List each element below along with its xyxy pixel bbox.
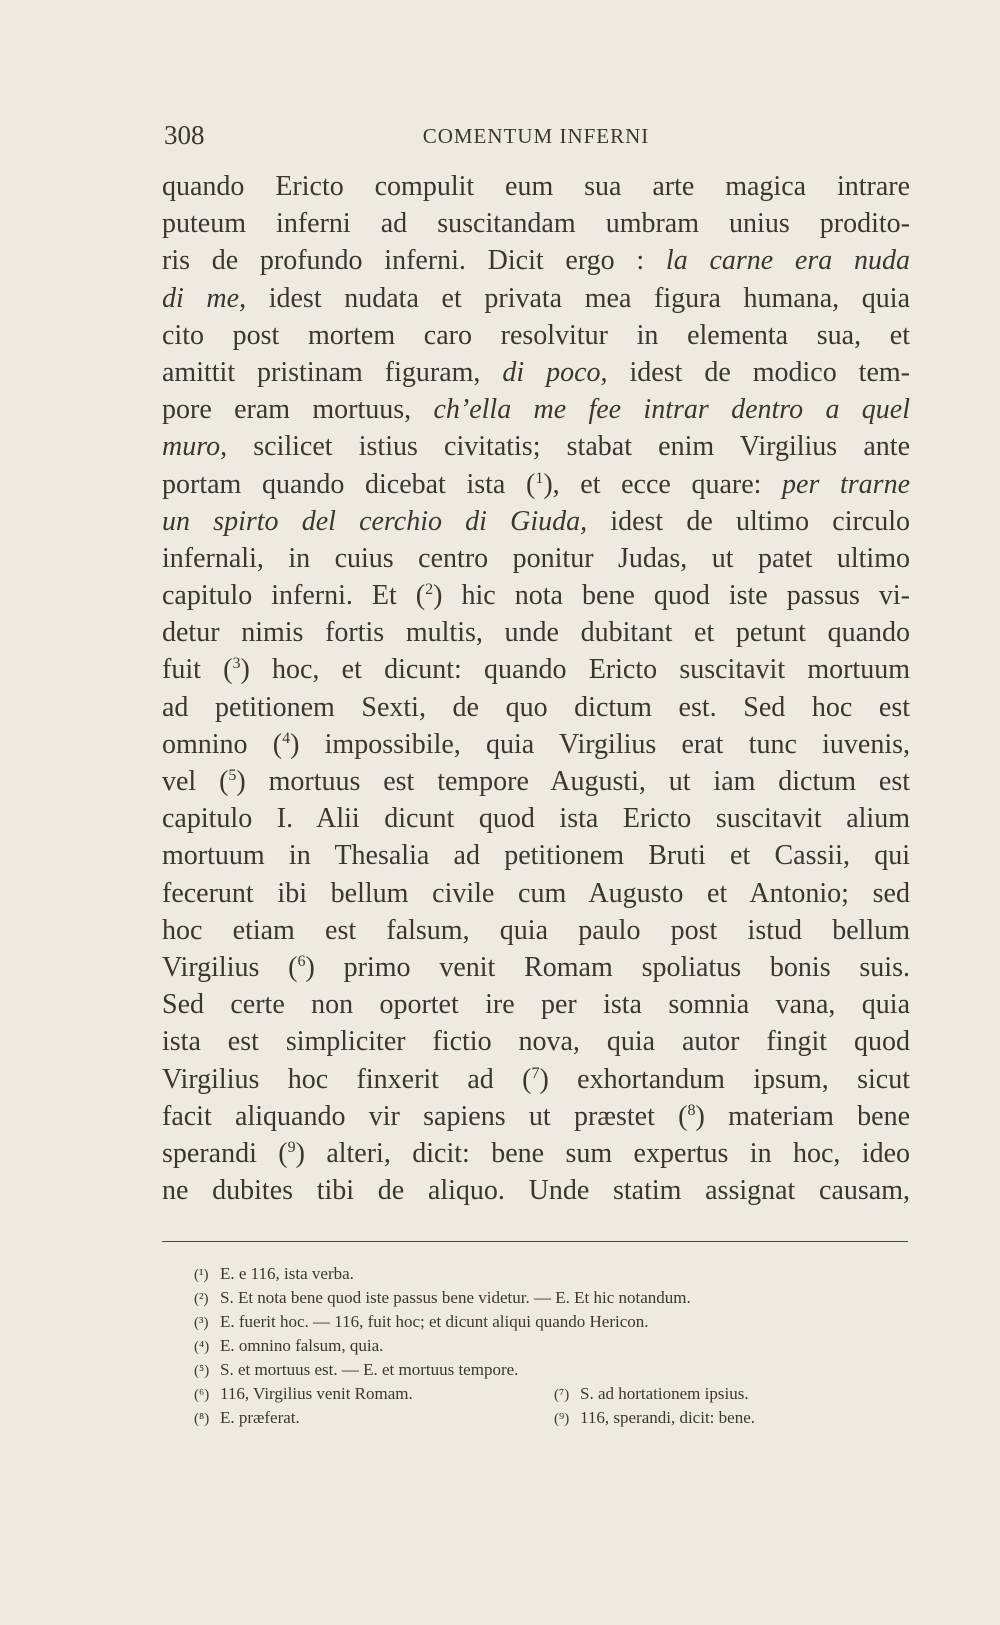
page-number: 308 bbox=[164, 120, 205, 150]
running-title: COMENTUM INFERNI bbox=[422, 124, 650, 148]
text-line: detur nimis fortis multis, unde dubitant et petunt quando bbox=[162, 617, 910, 649]
footnote-ref[interactable]: 2 bbox=[425, 581, 434, 599]
footnote: (⁴) E. omnino falsum, quia. bbox=[194, 1336, 384, 1355]
text-line: hoc etiam est falsum, quia paulo post istud bellum bbox=[162, 914, 910, 946]
text-line: portam quando dicebat ista ($^1$), et ecce quare: per trarne bbox=[162, 468, 911, 500]
text-line: un spirto del cerchio di Giuda, idest de ultimo circulo bbox=[162, 505, 911, 537]
footnote: (³) E. fuerit hoc. — 116, fuit hoc; et dicunt aliqui quando Hericon. bbox=[194, 1312, 649, 1331]
text-line: Sed certe non oportet ire per ista somnia vana, quia bbox=[162, 989, 910, 1021]
footnote-ref[interactable]: 4 bbox=[282, 729, 291, 747]
text-line: fecerunt ibi bellum civile cum Augusto et Antonio; sed bbox=[162, 877, 910, 909]
text-line: Virgilius hoc finxerit ad ($^7$) exhortandum ipsum, sicut bbox=[162, 1063, 910, 1095]
footnote: (⁸) E. præferat. bbox=[194, 1408, 300, 1427]
footnote-ref[interactable]: 5 bbox=[228, 767, 237, 784]
text-line: facit aliquando vir sapiens ut præstet ($^8$) materiam bene bbox=[162, 1100, 911, 1132]
footnote-ref[interactable]: 9 bbox=[287, 1138, 296, 1156]
text-line: omnino ($^4$) impossibile, quia Virgilius erat tunc iuvenis, bbox=[162, 728, 910, 760]
footnote-row bbox=[194, 1406, 914, 1430]
text-line: amittit pristinam figuram, di poco, idest de modico tem- bbox=[162, 356, 910, 388]
text-line: capitulo inferni. Et ($^2$) hic nota bene quod iste passus vi- bbox=[162, 580, 910, 612]
footnote-ref[interactable]: 7 bbox=[531, 1064, 540, 1082]
footnote-divider bbox=[162, 1241, 908, 1242]
footnote-ref[interactable]: 8 bbox=[687, 1101, 696, 1119]
text-line: sperandi ($^9$) alteri, dicit: bene sum expertus in hoc, ideo bbox=[162, 1137, 911, 1169]
footnote-ref[interactable]: 3 bbox=[232, 655, 241, 673]
footnote: (⁹) 116, sperandi, dicit: bene. bbox=[554, 1408, 755, 1427]
text-line: quando Ericto compulit eum sua arte magica intrare bbox=[162, 171, 910, 202]
page-header bbox=[164, 120, 908, 160]
text-line: puteum inferni ad suscitandam umbram unius prodito- bbox=[162, 208, 910, 240]
footnotes bbox=[194, 1262, 914, 1430]
text-line: pore eram mortuus, ch’ella me fee intrar dentro a quel bbox=[162, 394, 910, 426]
text-line: mortuum in Thesalia ad petitionem Bruti et Cassii, qui bbox=[162, 840, 910, 872]
body-text bbox=[162, 168, 910, 1209]
footnote: (¹) E. e 116, ista verba. bbox=[194, 1264, 354, 1283]
text-line: ris de profundo inferni. Dicit ergo : la carne era nuda bbox=[162, 245, 910, 277]
text-line: fuit ($^3$) hoc, et dicunt: quando Ericto suscitavit mortuum bbox=[162, 654, 910, 686]
text-line: ista est simpliciter fictio nova, quia autor fingit quod bbox=[162, 1026, 910, 1058]
text-line: Virgilius ($^6$) primo venit Romam spoliatus bonis suis. bbox=[162, 951, 910, 983]
text-line: vel ($^5$) mortuus est tempore Augusti, ut iam dictum est bbox=[162, 766, 911, 797]
text-line: capitulo I. Alii dicunt quod ista Ericto suscitavit alium bbox=[162, 803, 910, 835]
text-line: di me, idest nudata et privata mea figura humana, quia bbox=[162, 282, 910, 314]
footnote: (²) S. Et nota bene quod iste passus bene videtur. — E. Et hic notandum. bbox=[194, 1288, 691, 1307]
text-line: muro, scilicet istius civitatis; stabat enim Virgilius ante bbox=[162, 431, 910, 463]
footnote: (⁷) S. ad hortationem ipsius. bbox=[554, 1384, 749, 1403]
footnote-ref[interactable]: 1 bbox=[535, 469, 544, 487]
footnote: (⁵) S. et mortuus est. — E. et mortuus tempore. bbox=[194, 1360, 519, 1379]
footnote-row bbox=[194, 1382, 914, 1406]
text-line: ad petitionem Sexti, de quo dictum est. Sed hoc est bbox=[162, 691, 910, 723]
footnote: (⁶) 116, Virgilius venit Romam. bbox=[194, 1384, 413, 1403]
text-line: cito post mortem caro resolvitur in elementa sua, et bbox=[162, 319, 910, 351]
footnote-ref[interactable]: 6 bbox=[297, 952, 306, 970]
text-line: infernali, in cuius centro ponitur Judas, ut patet ultimo bbox=[162, 542, 910, 574]
text-line: ne dubites tibi de aliquo. Unde statim assignat causam, bbox=[162, 1175, 910, 1207]
